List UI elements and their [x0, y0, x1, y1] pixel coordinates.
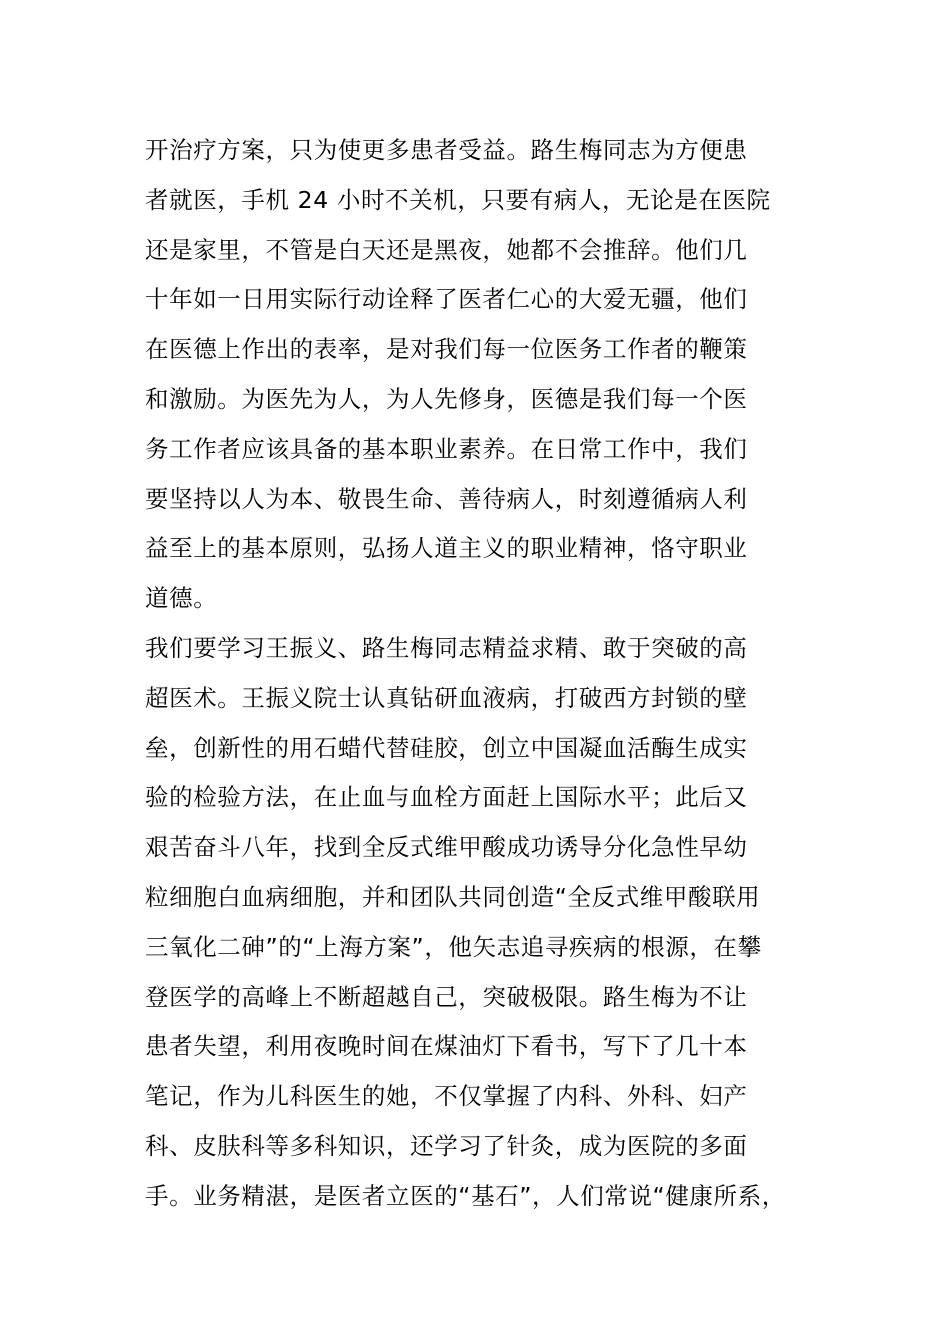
- text-line-1: 开治疗方案，只为使更多患者受益。路生梅同志为方便患: [145, 136, 748, 164]
- text-line-3: 还是家里，不管是白天还是黑夜，她都不会推辞。他们几: [145, 235, 748, 264]
- text-line-20: 笔记，作为儿科医生的她，不仅掌握了内科、外科、妇产: [145, 1082, 748, 1111]
- text-line-15: 艰苦奋斗八年，找到全反式维甲酸成功诱导分化急性早幼: [145, 833, 748, 862]
- text-line-13: 垒，创新性的用石蜡代替硅胶，创立中国凝血活酶生成实: [145, 733, 748, 762]
- text-line-10: 道德。: [145, 584, 218, 613]
- text-line-2: 者就医，手机 24 小时不关机，只要有病人，无论是在医院: [145, 185, 771, 214]
- text-line-5: 在医德上作出的表率，是对我们每一位医务工作者的鞭策: [145, 335, 748, 364]
- text-line-7: 务工作者应该具备的基本职业素养。在日常工作中，我们: [145, 434, 748, 463]
- text-line-4: 十年如一日用实际行动诠释了医者仁心的大爱无疆，他们: [145, 285, 748, 314]
- text-line-14: 验的检验方法，在止血与血栓方面赶上国际水平；此后又: [145, 783, 748, 812]
- text-line-22: 手。业务精湛，是医者立医的“基石”，人们常说“健康所系，: [145, 1181, 786, 1210]
- text-line-16: 粒细胞白血病细胞，并和团队共同创造“全反式维甲酸联用: [145, 882, 761, 911]
- text-line-19: 患者失望，利用夜晚时间在煤油灯下看书，写下了几十本: [145, 1032, 748, 1061]
- text-line-12: 超医术。王振义院士认真钻研血液病，打破西方封锁的壁: [145, 683, 748, 712]
- text-line-17: 三氧化二砷”的“上海方案”，他矢志追寻疾病的根源，在攀: [145, 932, 762, 961]
- text-line-18: 登医学的高峰上不断超越自己，突破极限。路生梅为不让: [145, 982, 748, 1011]
- text-line-8: 要坚持以人为本、敬畏生命、善待病人，时刻遵循病人利: [145, 484, 748, 513]
- body-text: [145, 126, 825, 1222]
- text-line-9: 益至上的基本原则，弘扬人道主义的职业精神，恪守职业: [145, 534, 748, 563]
- text-line-6: 和激励。为医先为人，为人先修身，医德是我们每一个医: [145, 384, 748, 413]
- text-line-21: 科、皮肤科等多科知识，还学习了针灸，成为医院的多面: [145, 1131, 748, 1160]
- text-line-11: 我们要学习王振义、路生梅同志精益求精、敢于突破的高: [145, 633, 748, 662]
